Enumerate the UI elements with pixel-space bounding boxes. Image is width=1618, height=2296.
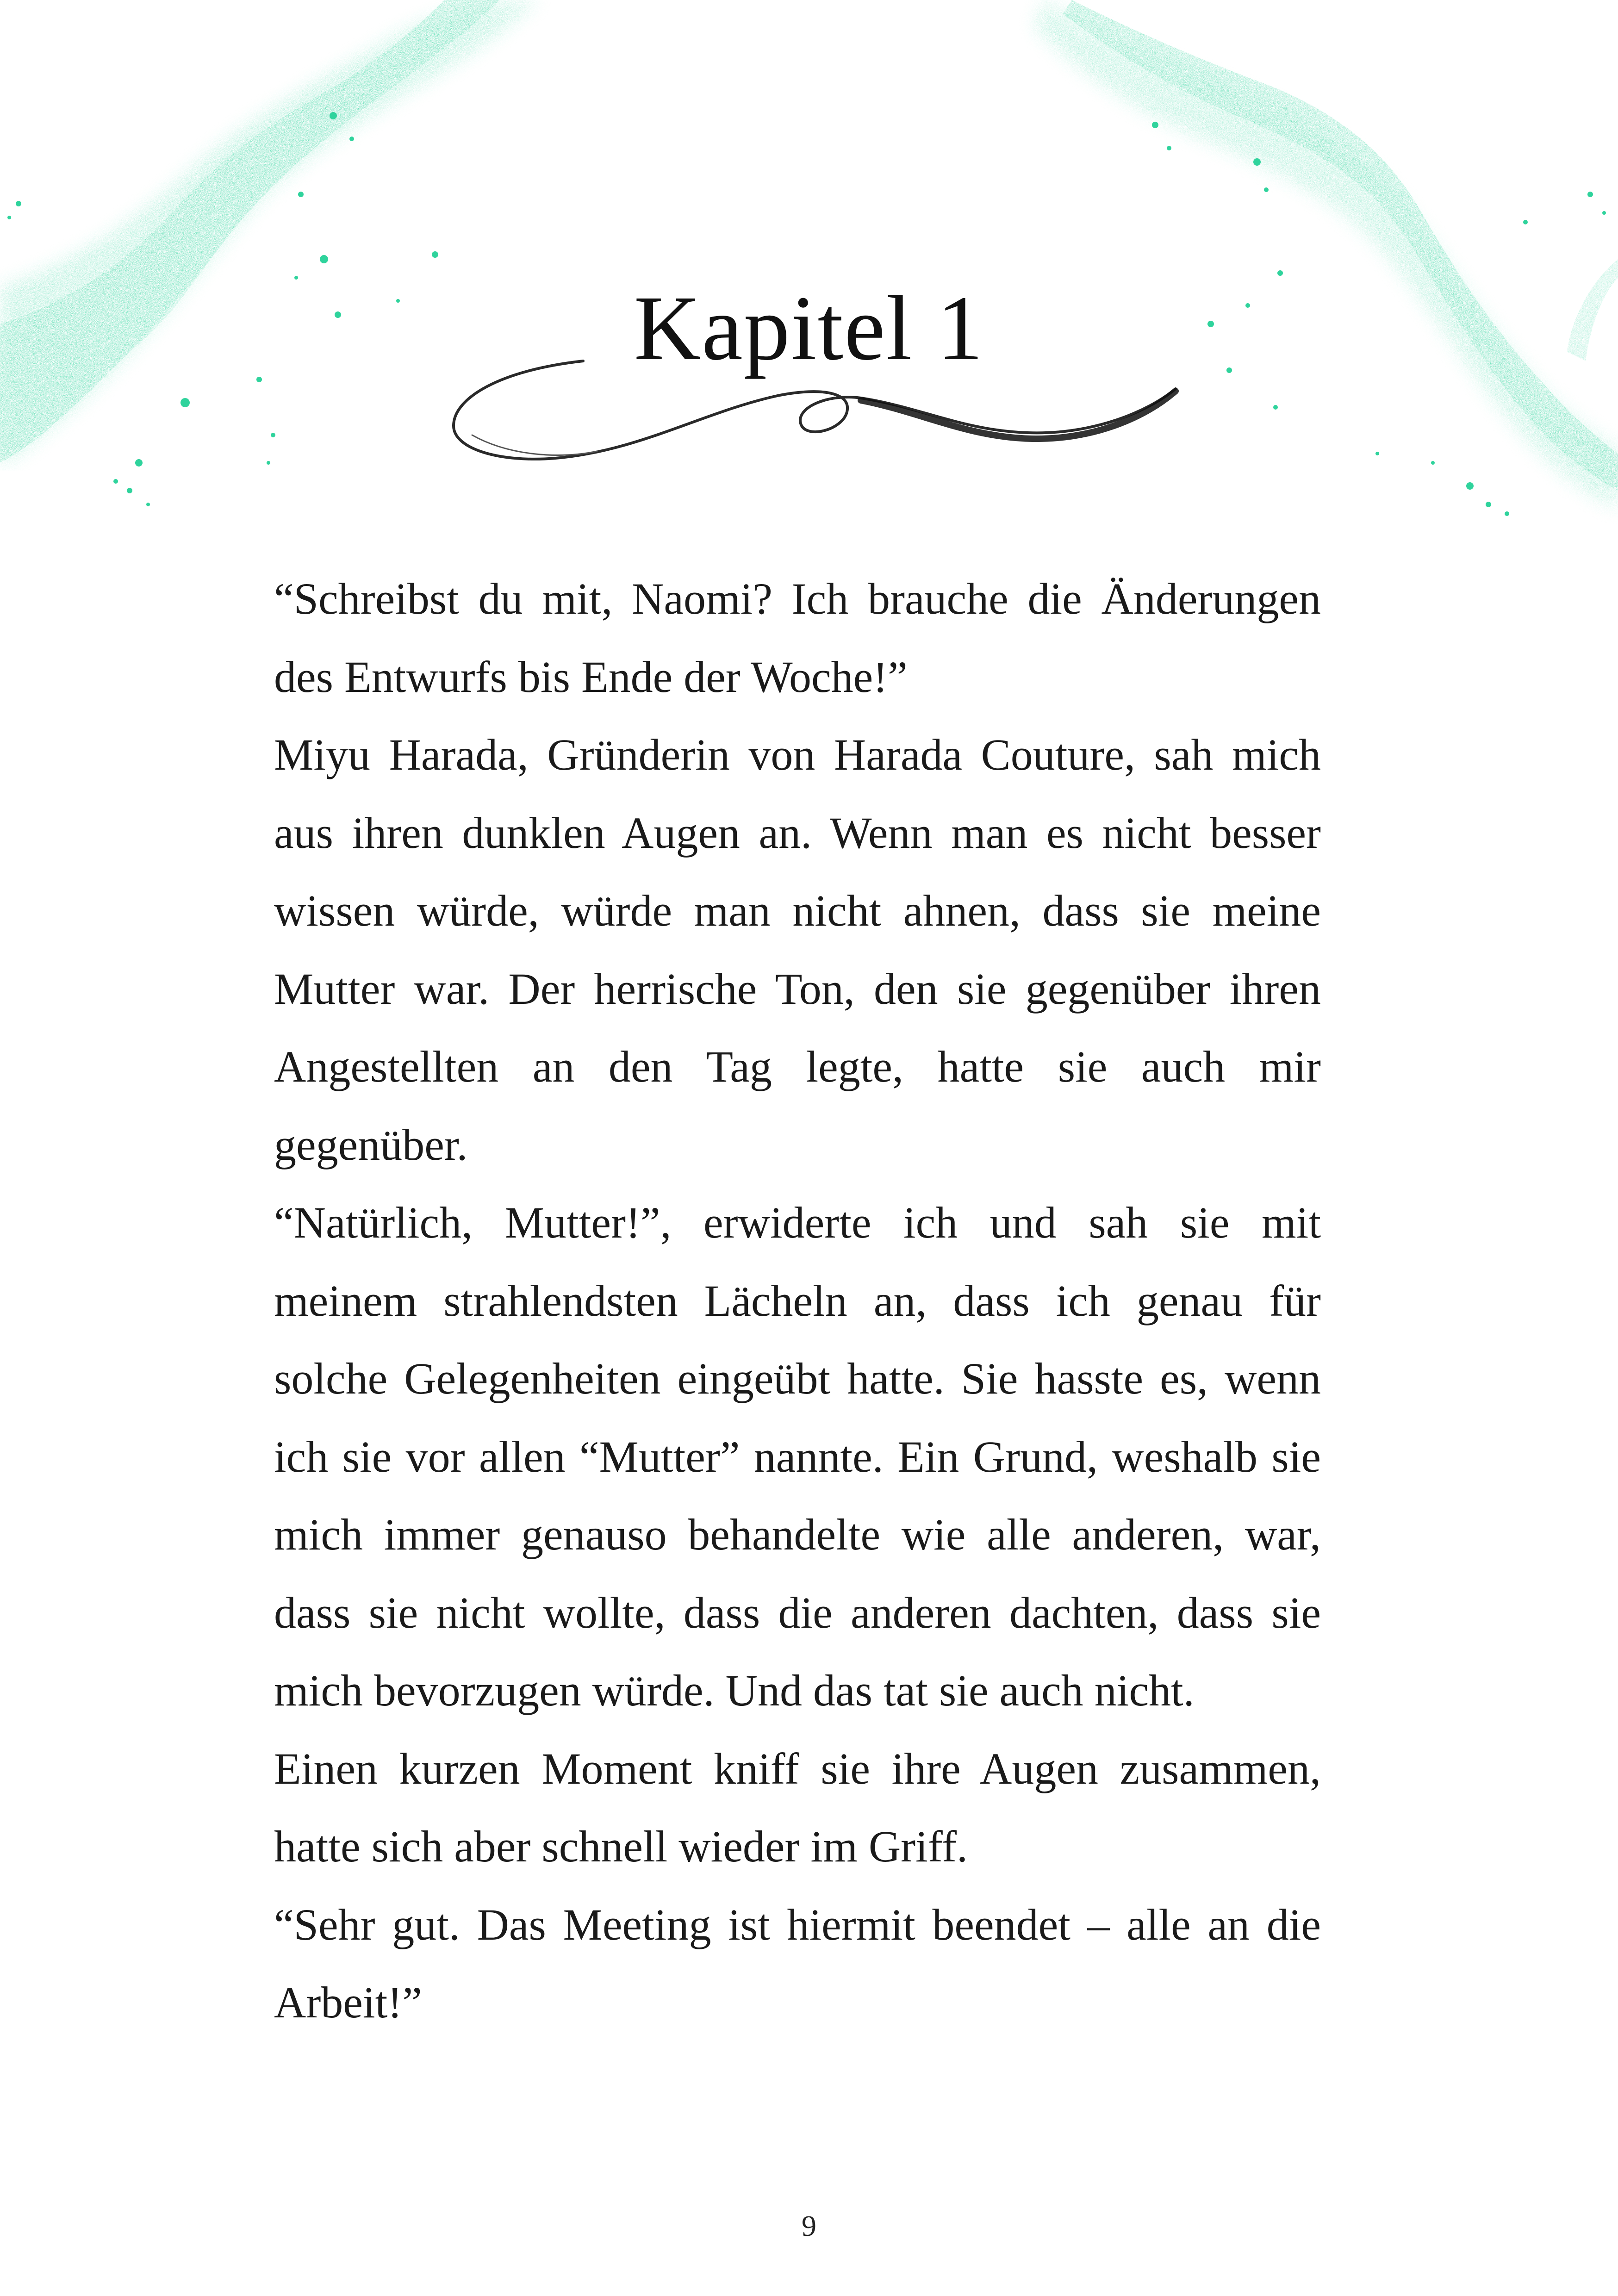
paragraph-2: Miyu Harada, Gründerin von Harada Couture, sah mich aus ihren dunklen Augen an. Wenn man es nicht besser wissen würde, würde man nicht ahnen, dass sie meine Mutter war. Der herrische Ton, den sie gegenüber ihren Angestellten an den Tag legte, hatte sie auch mir gegenüber.	[274, 730, 1321, 1170]
chapter-title: Kapitel 1	[634, 277, 984, 380]
paragraph-4: Einen kurzen Moment kniff sie ihre Augen zusammen, hatte sich aber schnell wieder im Griff.	[274, 1743, 1321, 1871]
page-number: 9	[802, 2209, 816, 2242]
calligraphy-flourish-icon	[444, 342, 1194, 481]
paragraph-3: “Natürlich, Mutter!”, erwiderte ich und sah sie mit meinem strahlendsten Lächeln an, dass ich genau für solche Gelegenheiten eingeübt hatte. Sie hasste es, wenn ich sie vor allen “Mutter” nannte. Ein Grund, weshalb sie mich immer genauso behandelte wie alle anderen, war, dass sie nicht wollte, dass die anderen dachten, dass sie mich bevorzugen würde. Und das tat sie auch nicht.	[274, 1198, 1321, 1715]
chapter-body	[274, 560, 1321, 2042]
paragraph-1: “Schreibst du mit, Naomi? Ich brauche die Änderungen des Entwurfs bis Ende der Woche!”	[274, 574, 1321, 702]
paragraph-5: “Sehr gut. Das Meeting ist hiermit beendet – alle an die Arbeit!”	[274, 1899, 1321, 2027]
